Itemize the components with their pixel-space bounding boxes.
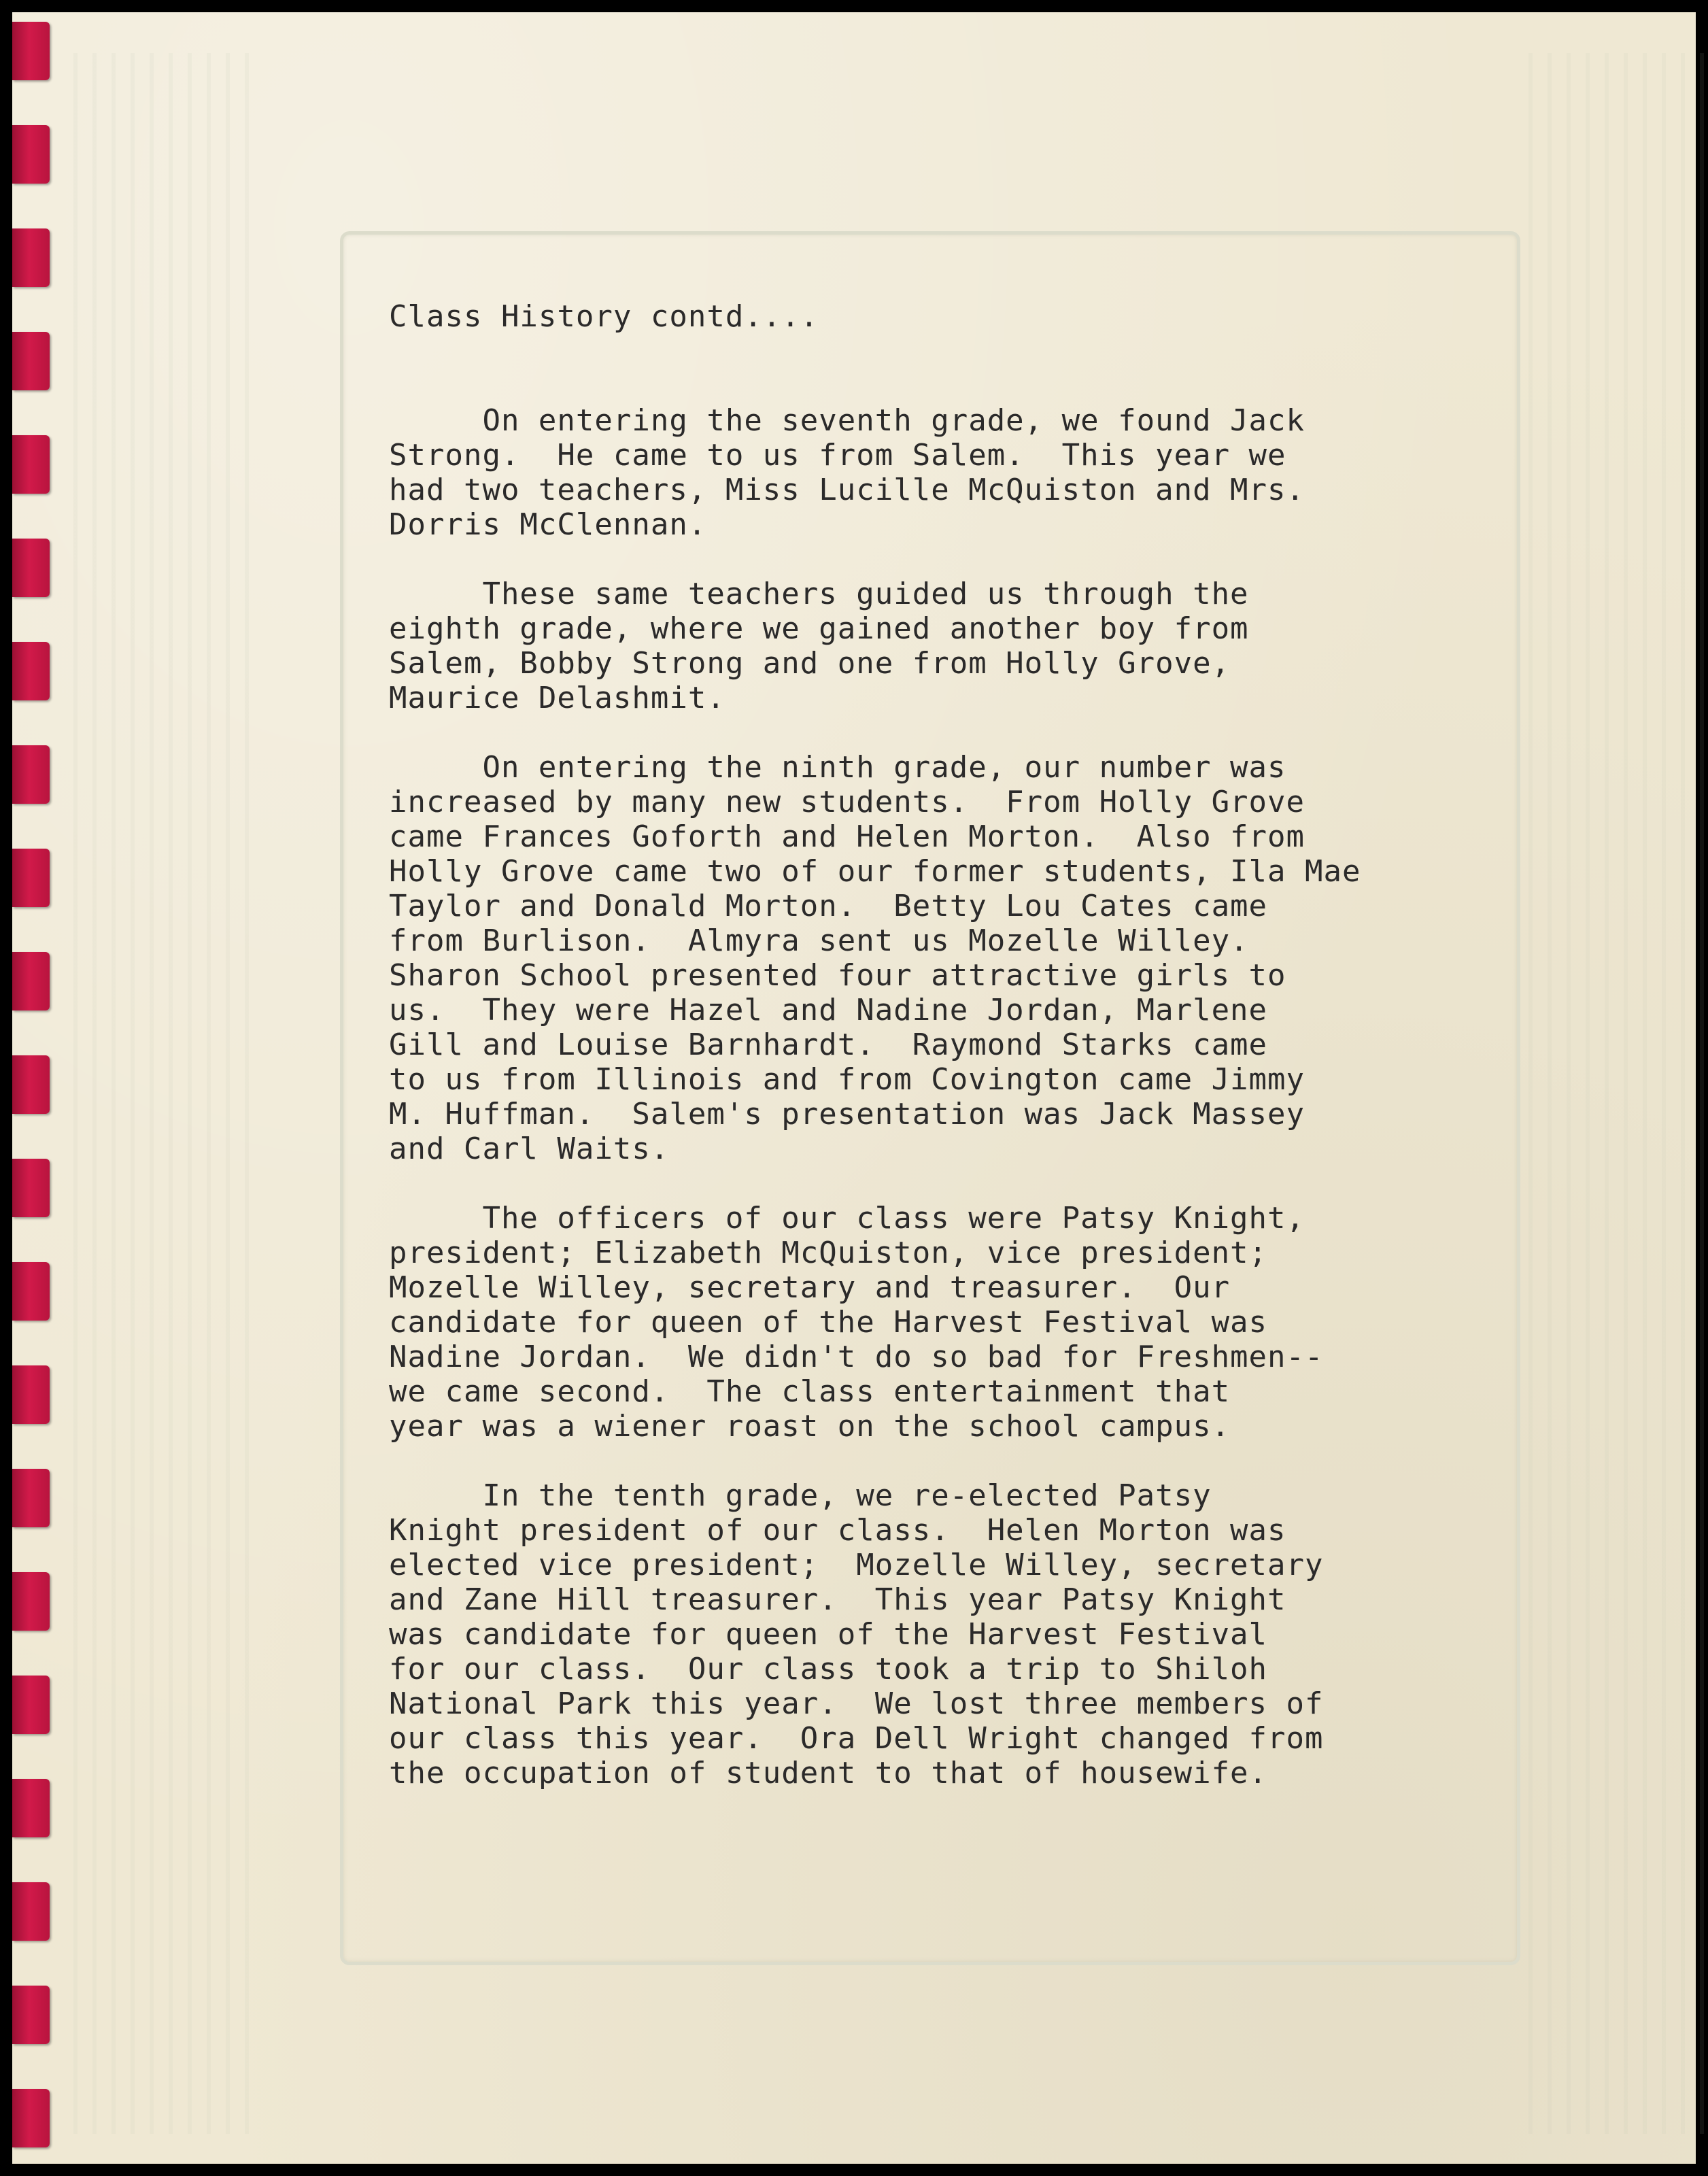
binding-ring bbox=[12, 642, 50, 700]
text-line: Maurice Delashmit. bbox=[389, 681, 725, 715]
text-line: for our class. Our class took a trip to Shiloh bbox=[389, 1652, 1268, 1686]
text-line: The officers of our class were Patsy Knight, bbox=[389, 1201, 1305, 1236]
text-line: Salem, Bobby Strong and one from Holly Grove, bbox=[389, 646, 1231, 681]
decorative-column-left bbox=[73, 53, 264, 2134]
paragraph-ninth-grade bbox=[389, 750, 1463, 1166]
binding-ring bbox=[12, 332, 50, 390]
text-line: In the tenth grade, we re-elected Patsy bbox=[389, 1478, 1212, 1513]
binding-ring bbox=[12, 849, 50, 907]
text-line: Dorris McClennan. bbox=[389, 507, 707, 542]
text-line: Nadine Jordan. We didn't do so bad for Freshmen-- bbox=[389, 1340, 1324, 1374]
binding-ring bbox=[12, 228, 50, 287]
paragraph-seventh-grade bbox=[389, 403, 1463, 542]
text-line: Strong. He came to us from Salem. This year we bbox=[389, 438, 1286, 473]
paragraph-tenth-grade bbox=[389, 1478, 1463, 1790]
paragraph-class-officers bbox=[389, 1201, 1463, 1444]
binding-ring bbox=[12, 125, 50, 184]
text-line: Gill and Louise Barnhardt. Raymond Starks came bbox=[389, 1027, 1268, 1062]
binding-ring bbox=[12, 435, 50, 494]
text-line: candidate for queen of the Harvest Festival was bbox=[389, 1305, 1268, 1340]
text-line: Taylor and Donald Morton. Betty Lou Cates came bbox=[389, 889, 1268, 923]
binding-ring bbox=[12, 1055, 50, 1114]
text-line: us. They were Hazel and Nadine Jordan, Marlene bbox=[389, 993, 1268, 1027]
binding-ring bbox=[12, 745, 50, 804]
spiral-binding bbox=[12, 12, 53, 2164]
binding-ring bbox=[12, 1882, 50, 1941]
binding-ring bbox=[12, 1572, 50, 1631]
text-line: These same teachers guided us through the bbox=[389, 577, 1249, 611]
binding-ring bbox=[12, 1365, 50, 1424]
text-line: On entering the seventh grade, we found Jack bbox=[389, 403, 1305, 438]
text-line: Sharon School presented four attractive girls to bbox=[389, 958, 1286, 993]
text-line: National Park this year. We lost three members of bbox=[389, 1686, 1324, 1721]
text-line: elected vice president; Mozelle Willey, secretary bbox=[389, 1548, 1324, 1582]
binding-ring bbox=[12, 1159, 50, 1217]
text-line: our class this year. Ora Dell Wright changed from bbox=[389, 1721, 1324, 1756]
binding-ring bbox=[12, 952, 50, 1010]
binding-ring bbox=[12, 1262, 50, 1321]
paragraph-eighth-grade bbox=[389, 577, 1463, 715]
text-line: president; Elizabeth McQuiston, vice president; bbox=[389, 1236, 1268, 1270]
binding-ring bbox=[12, 1469, 50, 1527]
text-line: Mozelle Willey, secretary and treasurer. Our bbox=[389, 1270, 1231, 1305]
binding-ring bbox=[12, 22, 50, 80]
text-line: to us from Illinois and from Covington came Jimmy bbox=[389, 1062, 1305, 1097]
text-line: the occupation of student to that of housewife. bbox=[389, 1756, 1268, 1790]
binding-ring bbox=[12, 1676, 50, 1734]
text-line: year was a wiener roast on the school campus. bbox=[389, 1409, 1231, 1444]
text-line: had two teachers, Miss Lucille McQuiston and Mrs. bbox=[389, 473, 1305, 507]
text-line: Knight president of our class. Helen Morton was bbox=[389, 1513, 1286, 1548]
text-line: eighth grade, where we gained another boy from bbox=[389, 611, 1249, 646]
text-line: and Zane Hill treasurer. This year Patsy Knight bbox=[389, 1582, 1286, 1617]
text-line: came Frances Goforth and Helen Morton. Also from bbox=[389, 819, 1305, 854]
text-line: from Burlison. Almyra sent us Mozelle Willey. bbox=[389, 923, 1249, 958]
text-line: and Carl Waits. bbox=[389, 1132, 670, 1166]
binding-ring bbox=[12, 2089, 50, 2147]
decorative-column-right bbox=[1528, 53, 1708, 2134]
text-line: M. Huffman. Salem's presentation was Jack Massey bbox=[389, 1097, 1305, 1132]
text-line: Holly Grove came two of our former students, Ila Mae bbox=[389, 854, 1361, 889]
text-line: we came second. The class entertainment that bbox=[389, 1374, 1231, 1409]
text-line: was candidate for queen of the Harvest Festival bbox=[389, 1617, 1268, 1652]
binding-ring bbox=[12, 539, 50, 597]
page-heading: Class History contd.... bbox=[389, 299, 819, 334]
binding-ring bbox=[12, 1779, 50, 1837]
binding-ring bbox=[12, 1986, 50, 2044]
text-line: On entering the ninth grade, our number was bbox=[389, 750, 1286, 785]
text-line: increased by many new students. From Holly Grove bbox=[389, 785, 1305, 819]
document-body bbox=[389, 299, 1463, 1825]
